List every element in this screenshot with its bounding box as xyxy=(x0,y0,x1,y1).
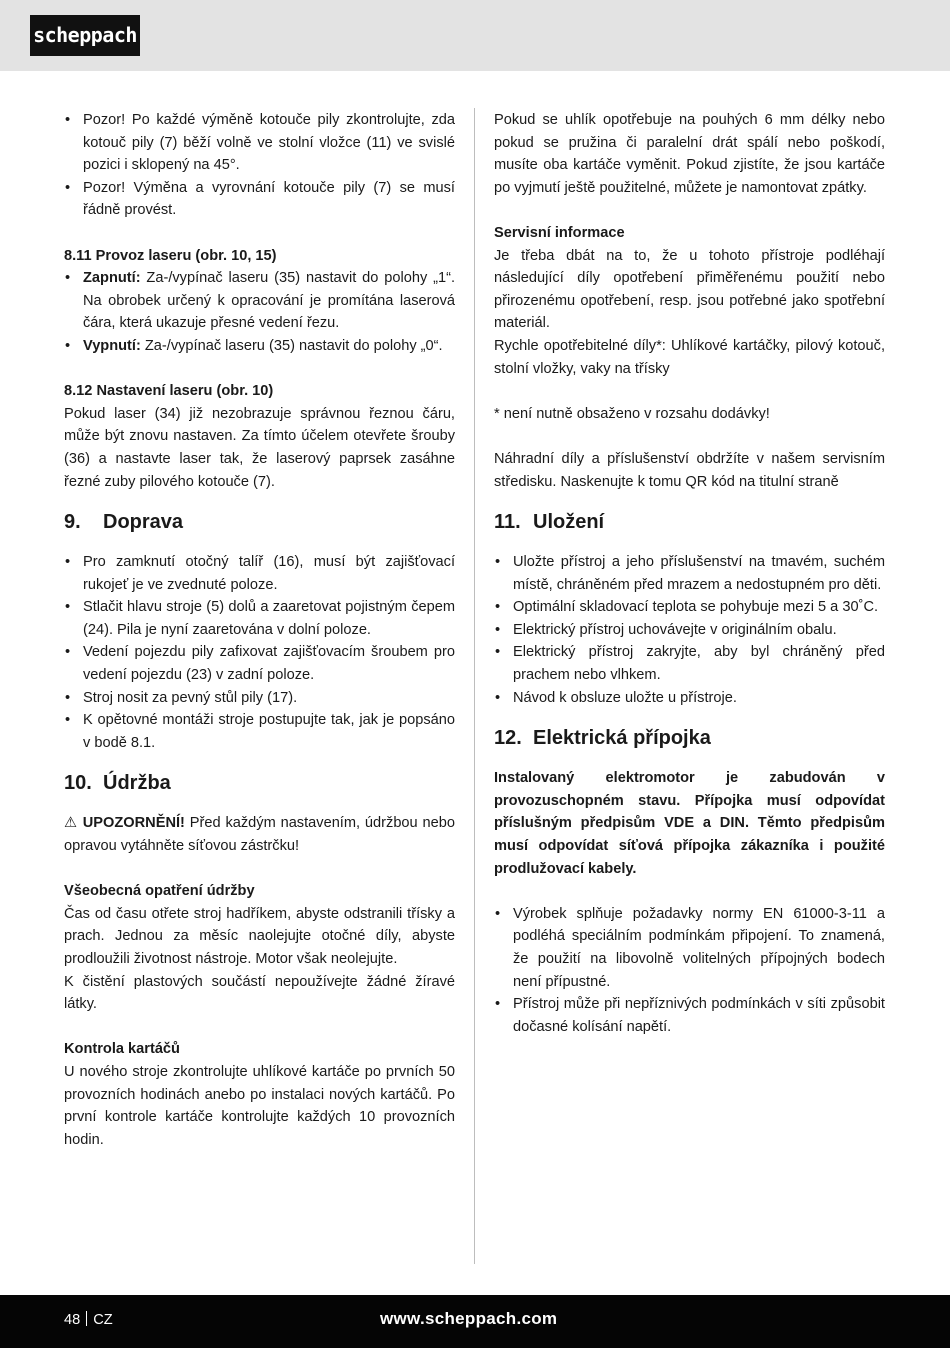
page-separator xyxy=(86,1311,87,1326)
section-number: 10. xyxy=(64,772,92,795)
warning-paragraph xyxy=(64,812,455,857)
page-number xyxy=(64,1309,113,1331)
column-divider xyxy=(474,108,475,1264)
section-8-11-heading: 8.11 Provoz laseru (obr. 10, 15) xyxy=(64,247,277,264)
section-number: 11. xyxy=(494,511,521,534)
section-title: Uložení xyxy=(533,511,605,534)
list-item xyxy=(64,335,455,358)
section-11-heading xyxy=(494,509,885,535)
laser-operation-list xyxy=(64,267,455,357)
section-number: 9. xyxy=(64,511,81,534)
laser-off-label: Vypnutí: xyxy=(83,337,141,354)
section-9-heading xyxy=(64,509,455,535)
footnote-paragraph: * není nutně obsaženo v rozsahu dodávky! xyxy=(494,405,770,422)
brush-check-heading: Kontrola kartáčů xyxy=(64,1041,180,1058)
warning-text: Před každým nastavením, údržbou nebo opravou vytáhněte síťovou zástrčku! xyxy=(64,815,455,855)
list-item: • Výrobek splňuje požadavky normy EN 61000-3-11 a podléhá speciálním podmínkám připojení. To znamená, že použití na libovolně volitelných přípojných bodech není přípustné. xyxy=(494,903,885,993)
list-item xyxy=(64,267,455,335)
list-item: • Přístroj může při nepříznivých podmínkách v síti způsobit dočasné kolísání napětí. xyxy=(494,993,885,1038)
wear-parts-paragraph: Rychle opotřebitelné díly*: Uhlíkové kartáčky, pilový kotouč, stolní vložky, vaky na třísky xyxy=(494,337,885,377)
list-item: • Stroj nosit za pevný stůl pily (17). xyxy=(64,687,455,710)
laser-off-text: Za-/vypínač laseru (35) nastavit do polohy „0“. xyxy=(140,337,443,354)
website-url: www.scheppach.com xyxy=(380,1309,558,1328)
general-maintenance-heading: Všeobecná opatření údržby xyxy=(64,883,255,900)
safety-bullet-list xyxy=(64,109,455,222)
section-title: Údržba xyxy=(103,772,171,795)
language-code: CZ xyxy=(93,1312,113,1328)
plastic-cleaning-paragraph: K čistění plastových součástí nepoužívejte žádné žíravé látky. xyxy=(64,973,455,1013)
list-item: • Vedení pojezdu pily zafixovat zajišťovacím šroubem pro vedení pojezdu (23) v zadní poloze. xyxy=(64,641,455,686)
electric-connection-paragraph: Instalovaný elektromotor je zabudován v provozuschopném stavu. Přípojka musí odpovídat příslušným předpisům VDE a DIN. Těmto předpisům musí odpovídat síťová přípojka zákazníka i použité prodlužovací kabely. xyxy=(494,770,885,877)
laser-on-label: Zapnutí: xyxy=(83,270,141,287)
general-maintenance-paragraph: Čas od času otřete stroj hadříkem, abyste odstranili třísky a prach. Jednou za měsíc naolejujte otočné díly, abyste prodloužili životnost nástroje. Motor však neolejujte. xyxy=(64,905,455,967)
list-item: • Elektrický přístroj zakryjte, aby byl chráněný před prachem nebo vlhkem. xyxy=(494,641,885,686)
list-item: • Pro zamknutí otočný talíř (16), musí být zajišťovací rukojeť je ve zvednuté poloze. xyxy=(64,551,455,596)
transport-list xyxy=(64,551,455,754)
storage-list xyxy=(494,551,885,709)
service-info-paragraph: Je třeba dbát na to, že u tohoto přístroje podléhají následující díly opotřebení přiměřenému použití nebo přirozenému opotřebení, resp. jsou potřebné jako spotřební materiál. xyxy=(494,247,885,332)
section-title: Doprava xyxy=(103,511,184,534)
list-item: • Optimální skladovací teplota se pohybuje mezi 5 a 30˚C. xyxy=(494,596,885,619)
right-column xyxy=(494,109,885,1038)
section-10-heading xyxy=(64,770,455,796)
page-number-value: 48 xyxy=(64,1312,81,1328)
warning-label: UPOZORNĚNÍ! xyxy=(82,815,185,832)
list-item: • Uložte přístroj a jeho příslušenství na tmavém, suchém místě, chráněném před mrazem a nedostupném pro děti. xyxy=(494,551,885,596)
section-number: 12. xyxy=(494,727,522,750)
page-footer xyxy=(0,1295,950,1348)
list-item: • Stlačit hlavu stroje (5) dolů a zaaretovat pojistným čepem (24). Pila je nyní zaaretována v dolní poloze. xyxy=(64,596,455,641)
left-column xyxy=(64,109,455,1151)
spare-parts-paragraph: Náhradní díly a příslušenství obdržíte v našem servisním středisku. Naskenujte k tomu QR kód na titulní straně xyxy=(494,450,885,490)
section-8-12-heading: 8.12 Nastavení laseru (obr. 10) xyxy=(64,383,274,400)
list-item: • Pozor! Výměna a vyrovnání kotouče pily (7) se musí řádně provést. xyxy=(64,177,455,222)
laser-on-text: Za-/vypínač laseru (35) nastavit do polohy „1“. Na obrobek určený k opracování je promítána laserová čára, která ukazuje přesné vedení řezu. xyxy=(83,270,455,332)
laser-adjust-paragraph: Pokud laser (34) již nezobrazuje správnou řeznou čáru, může být znovu nastaven. Za tímto účelem otevřete šrouby (36) a nastavte laser tak, že laserový paprsek zasáhne řezné zuby pilového kotouče (7). xyxy=(64,405,455,490)
list-item: • Pozor! Po každé výměně kotouče pily zkontrolujte, zda kotouč pily (7) běží volně ve stolní vložce (11) ve svislé pozici i sklopený na 45°. xyxy=(64,109,455,177)
brush-check-paragraph: U nového stroje zkontrolujte uhlíkové kartáče po prvních 50 provozních hodinách anebo po instalaci nových kartáčů. Po první kontrole kartáče kontrolujte každých 10 provozních hodin. xyxy=(64,1063,455,1148)
list-item: • Návod k obsluze uložte u přístroje. xyxy=(494,687,885,710)
section-12-heading xyxy=(494,725,885,751)
list-item: • K opětovné montáži stroje postupujte tak, jak je popsáno v bodě 8.1. xyxy=(64,709,455,754)
warning-icon: ⚠ xyxy=(64,815,78,832)
service-info-heading: Servisní informace xyxy=(494,224,625,241)
brush-continued-paragraph: Pokud se uhlík opotřebuje na pouhých 6 mm délky nebo pokud se pružina či paralelní drát spálí nebo poškodí, musíte oba kartáče vyměnit. Pokud zjistíte, že jsou kartáče po vyjmutí ještě použitelné, můžete je namontovat zpátky. xyxy=(494,112,885,196)
page-header xyxy=(0,0,950,71)
electric-list xyxy=(494,903,885,1039)
list-item: • Elektrický přístroj uchovávejte v originálním obalu. xyxy=(494,619,885,642)
scheppach-logo: scheppach xyxy=(30,15,140,56)
section-title: Elektrická přípojka xyxy=(533,727,711,750)
